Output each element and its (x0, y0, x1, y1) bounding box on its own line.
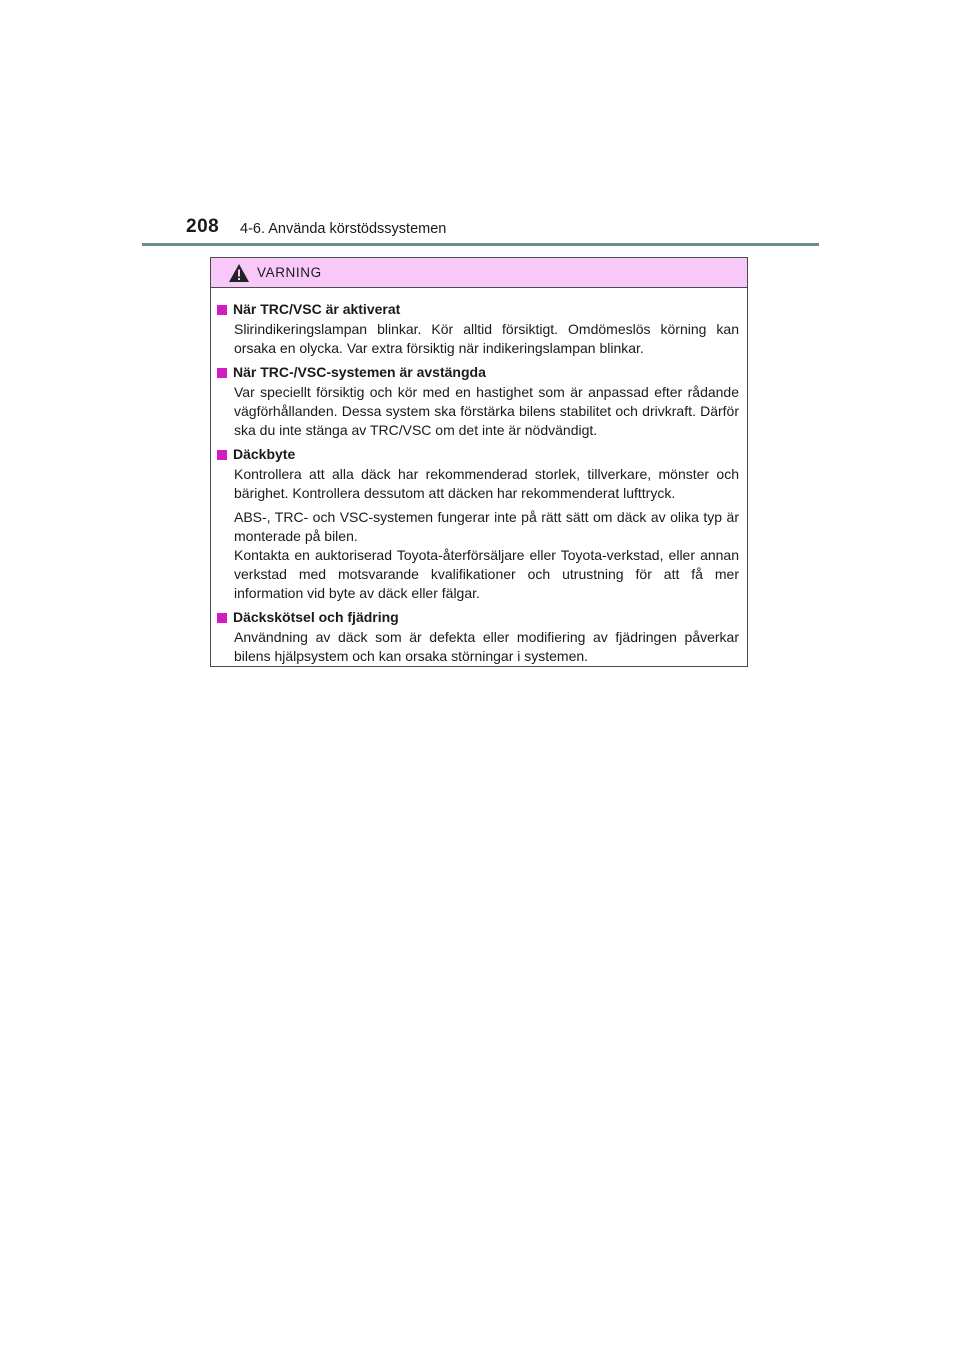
page-number: 208 (186, 216, 220, 237)
item-paragraph: Kontrollera att alla däck har rekommenderad storlek, tillverkare, mönster och bärighet. Kontrollera dessutom att däcken har rekommenderat lufttryck. (234, 466, 739, 501)
square-bullet-icon (217, 368, 227, 378)
item-title (217, 300, 739, 319)
item-paragraph: Var speciellt försiktig och kör med en hastighet som är anpassad efter rådande vägförhållanden. Dessa system ska förstärka bilens stabilitet och drivkraft. Därför ska du inte stänga av TRC/VSC om det inte är nödvändigt. (234, 384, 739, 438)
warning-body (211, 288, 747, 666)
warning-box (210, 257, 748, 667)
warning-item (217, 608, 739, 666)
item-paragraph: Slirindikeringslampan blinkar. Kör alltid försiktigt. Omdömeslös körning kan orsaka en olycka. Var extra försiktig när indikeringslampan blinkar. (234, 321, 739, 356)
item-title-text: Däckbyte (233, 446, 296, 462)
item-title-text: När TRC/VSC är aktiverat (233, 301, 401, 317)
warning-header (211, 258, 747, 288)
item-title (217, 363, 739, 382)
item-title-text: När TRC-/VSC-systemen är avstängda (233, 364, 486, 380)
square-bullet-icon (217, 450, 227, 460)
warning-label: VARNING (257, 265, 322, 280)
item-paragraph: Kontakta en auktoriserad Toyota-återförsäljare eller Toyota-verkstad, eller annan verkstad med motsvarande kvalifikationer och utrustning för att få mer information vid byte av däck eller fälgar. (234, 547, 739, 601)
item-title (217, 445, 739, 464)
section-title: 4-6. Använda körstödssystemen (240, 221, 447, 237)
square-bullet-icon (217, 305, 227, 315)
warning-item (217, 445, 739, 603)
warning-item (217, 363, 739, 440)
header-rule (142, 243, 819, 246)
square-bullet-icon (217, 613, 227, 623)
item-paragraph: Användning av däck som är defekta eller modifiering av fjädringen påverkar bilens hjälpsystem och kan orsaka störningar i systemen. (234, 629, 739, 664)
item-title (217, 608, 739, 627)
item-paragraph: ABS-, TRC- och VSC-systemen fungerar inte på rätt sätt om däck av olika typ är monterade på bilen. (234, 509, 739, 544)
warning-triangle-icon (228, 263, 250, 283)
item-title-text: Däckskötsel och fjädring (233, 609, 399, 625)
warning-item (217, 300, 739, 358)
